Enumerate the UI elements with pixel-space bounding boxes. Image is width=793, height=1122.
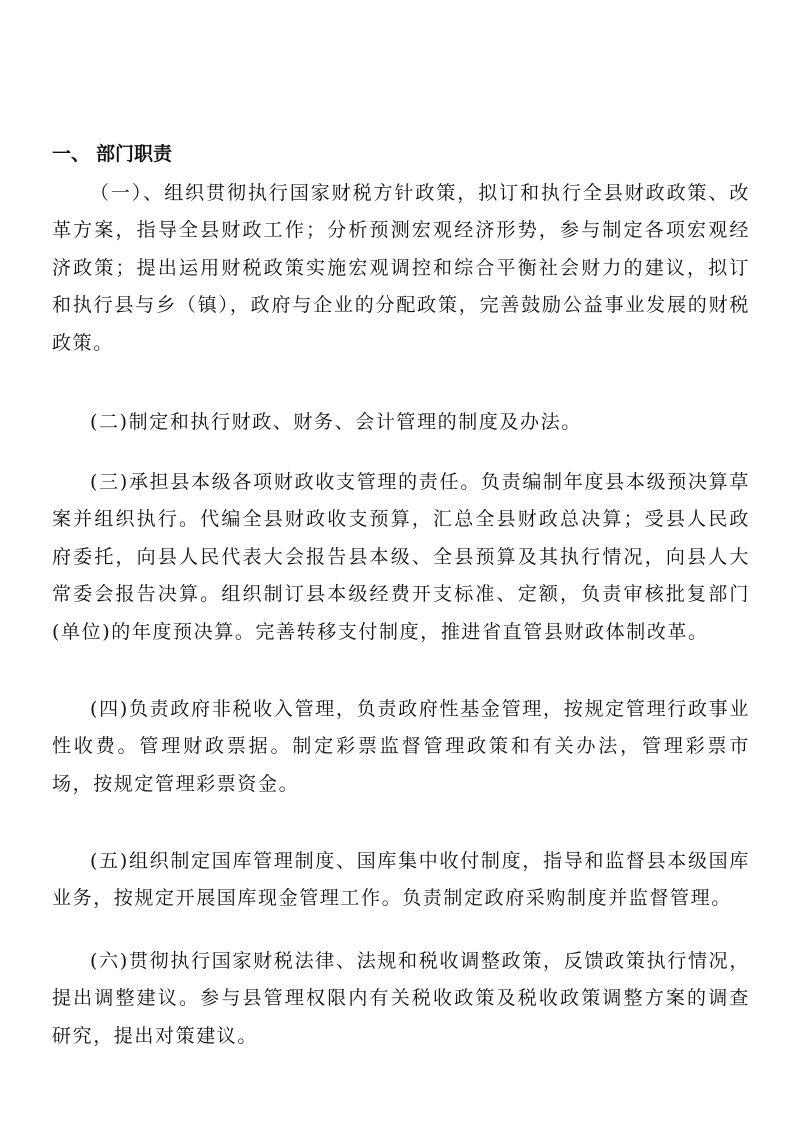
section-heading [52, 141, 172, 167]
section-title: 部门职责 [96, 143, 173, 165]
section-number: 一、 [52, 143, 91, 165]
duty-paragraph-2: (二)制定和执行财政、财务、会计管理的制度及办法。 [90, 411, 582, 433]
duty-paragraph-6: (六)贯彻执行国家财税法律、法规和税收调整政策，反馈政策执行情况，提出调整建议。参与县管理权限内有关税收政策及税收政策调整方案的调查研究，提出对策建议。 [52, 950, 750, 1047]
duty-paragraph-4: (四)负责政府非税收入管理，负责政府性基金管理，按规定管理行政事业性收费。管理财政票据。制定彩票监督管理政策和有关办法，管理彩票市场，按规定管理彩票资金。 [52, 698, 750, 795]
duty-paragraph-5: (五)组织制定国库管理制度、国库集中收付制度，指导和监督县本级国库业务，按规定开展国库现金管理工作。负责制定政府采购制度并监督管理。 [52, 850, 750, 910]
duty-paragraph-1: （一）、组织贯彻执行国家财税方针政策，拟订和执行全县财政政策、改革方案，指导全县财政工作；分析预测宏观经济形势，参与制定各项宏观经济政策；提出运用财税政策实施宏观调控和综合平衡社会财力的建议，拟订和执行县与乡（镇），政府与企业的分配政策，完善鼓励公益事业发展的财税政策。 [52, 182, 750, 354]
duty-paragraph-3: (三)承担县本级各项财政收支管理的责任。负责编制年度县本级预决算草案并组织执行。代编全县财政收支预算，汇总全县财政总决算；受县人民政府委托，向县人民代表大会报告县本级、全县预算及其执行情况，向县人大常委会报告决算。组织制订县本级经费开支标准、定额，负责审核批复部门(单位)的年度预决算。完善转移支付制度，推进省直管县财政体制改革。 [52, 471, 750, 643]
